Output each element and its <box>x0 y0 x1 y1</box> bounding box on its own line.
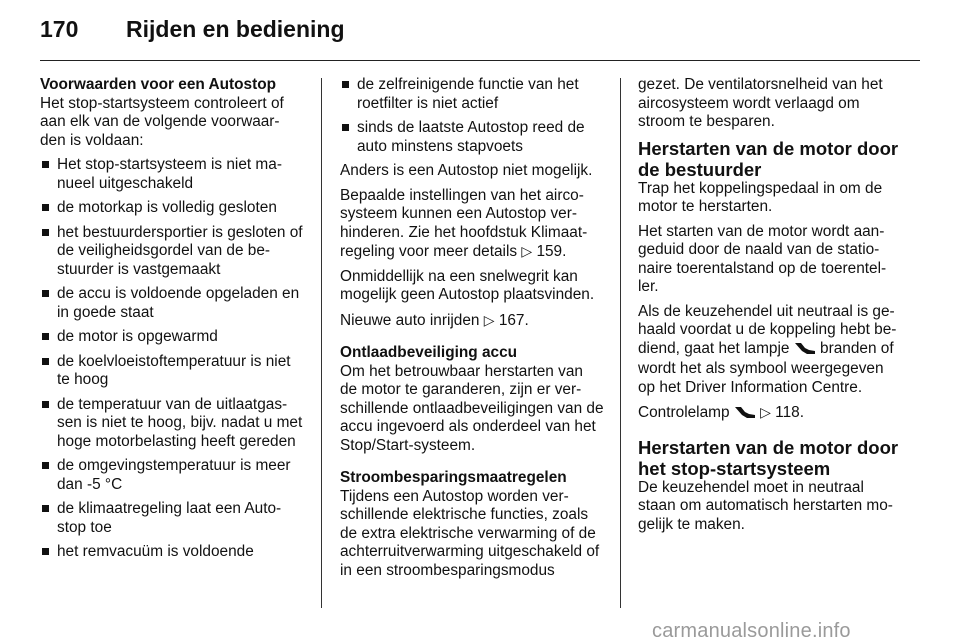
paragraph-otherwise: Anders is een Autostop niet mogelijk. <box>340 162 593 179</box>
list-item: de zelfreinigende functie van het roetfilter is niet actief <box>340 76 604 113</box>
watermark: carmanualsonline.info <box>652 620 851 642</box>
autostop-lamp-icon <box>794 341 816 361</box>
section-heading-system-restart: Herstarten van de motor door het stop-startsysteem <box>638 436 899 479</box>
page-header <box>40 16 920 50</box>
column-divider-1 <box>321 78 322 608</box>
paragraph-break-in: Nieuwe auto inrijden ▷ 167. <box>340 311 529 329</box>
paragraph-neutral: De keuzehendel moet in neutraal staan om automatisch herstarten mo-gelijk te maken. <box>638 478 893 533</box>
paragraph-continued: gezet. De ventilatorsnelheid van het aircosysteem wordt verlaagd om stroom te besparen. <box>638 76 883 130</box>
condition-list <box>40 156 304 562</box>
condition-list-continued <box>340 76 604 156</box>
list-item: het bestuurdersportier is gesloten of de veiligheidsgordel van de be-stuurder is vastgemaakt <box>40 224 304 280</box>
paragraph-intro: Het stop-startsysteem controleert of aan elk van de volgende voorwaar-den is voldaan: <box>40 94 284 149</box>
page-reference-arrow-icon: ▷ <box>521 243 533 259</box>
column-2 <box>340 76 604 586</box>
list-item: sinds de laatste Autostop reed de auto minstens stapvoets <box>340 119 604 156</box>
list-item: de klimaatregeling laat een Auto-stop toe <box>40 500 304 537</box>
list-item: de temperatuur van de uitlaatgas-sen is niet te hoog, bijv. nadat u met hoge motorbelasting heeft gereden <box>40 396 304 452</box>
column-3 <box>638 76 904 540</box>
paragraph-highway: Onmiddellijk na een snelwegrit kan mogelijk geen Autostop plaatsvinden. <box>340 267 595 303</box>
section-heading-battery: Ontlaadbeveiliging accu <box>340 344 518 361</box>
list-item: de accu is voldoende opgeladen en in goede staat <box>40 285 304 322</box>
list-item: de koelvloeistoftemperatuur is niet te hoog <box>40 353 304 390</box>
list-item: de motor is opgewarmd <box>40 328 304 347</box>
autostop-lamp-icon <box>734 405 756 425</box>
list-item: het remvacuüm is voldoende <box>40 543 304 562</box>
page-reference-link[interactable]: 159. <box>536 243 567 260</box>
section-heading-driver-restart: Herstarten van de motor door de bestuurder <box>638 137 899 180</box>
paragraph-lamp: Als de keuzehendel uit neutraal is ge-haald voordat u de koppeling hebt be-diend, gaat het lampje branden of wordt het als symbool weergegeven op het Driver Information Centre. <box>638 302 897 396</box>
section-heading-power-saving: Stroombesparingsmaatregelen <box>340 469 567 486</box>
paragraph-control-lamp: Controlelamp ▷ 118. <box>638 403 904 425</box>
paragraph-clutch: Trap het koppelingspedaal in om de motor te herstarten. <box>638 179 883 215</box>
section-heading-autostop-conditions: Voorwaarden voor een Autostop <box>40 76 277 93</box>
paragraph-tachometer: Het starten van de motor wordt aan-geduid door de naald van de statio-naire toerentalstand op de toerentel-ler. <box>638 222 887 295</box>
column-divider-2 <box>620 78 621 608</box>
page-number: 170 <box>40 16 79 42</box>
paragraph-power-saving: Tijdens een Autostop worden ver-schillende elektrische functies, zoals de extra elektrische verwarming of de achterruitverwarming uitgeschakeld of in een stroombesparingsmodus <box>340 487 600 579</box>
page-title: Rijden en bediening <box>126 16 345 42</box>
list-item: de motorkap is volledig gesloten <box>40 199 304 218</box>
page-reference-arrow-icon: ▷ <box>483 311 495 328</box>
page-reference-link[interactable]: 167. <box>498 311 529 329</box>
page-reference-arrow-icon: ▷ <box>760 404 771 420</box>
page-reference-link[interactable]: 118. <box>775 404 804 421</box>
list-item: Het stop-startsysteem is niet ma-nueel uitgeschakeld <box>40 156 304 193</box>
column-1 <box>40 76 304 568</box>
list-item: de omgevingstemperatuur is meer dan -5 °C <box>40 457 304 494</box>
header-rule <box>40 60 920 61</box>
paragraph-battery: Om het betrouwbaar herstarten van de motor te garanderen, zijn er ver-schillende ontlaadbeveiligingen van de accu ingevoerd als onderdeel van het Stop/Start-systeem. <box>340 362 604 454</box>
paragraph-climate: Bepaalde instellingen van het airco-systeem kunnen een Autostop ver-hinderen. Zie het hoofdstuk Klimaat-regeling voor meer details ▷ 159. <box>340 186 588 260</box>
